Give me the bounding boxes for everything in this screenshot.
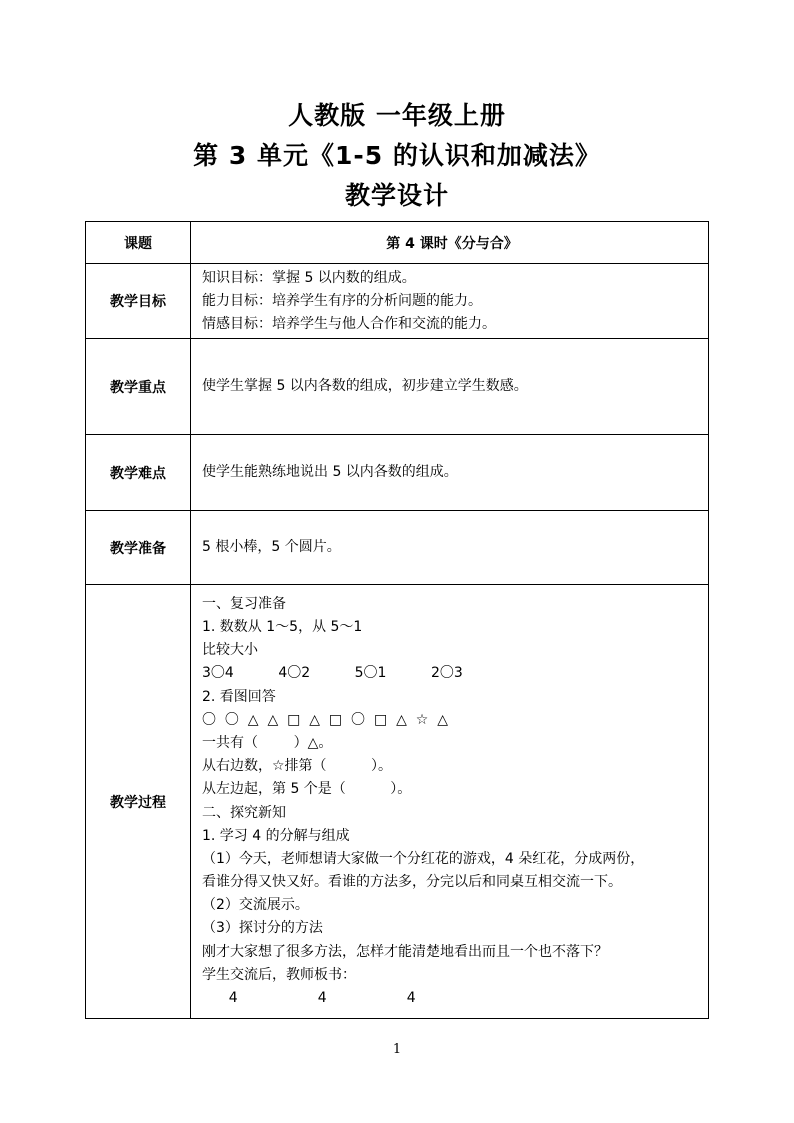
row-label-topic: 课题: [86, 222, 191, 264]
process-line: （1）今天，老师想请大家做一个分红花的游戏，4 朵红花，分成两份，: [202, 850, 645, 867]
process-content: [191, 585, 709, 1019]
table-row-process: [86, 585, 709, 1019]
title-line-3: 教学设计: [344, 181, 449, 210]
lesson-plan-table: [85, 221, 709, 1019]
process-line: 一共有（ ）△。: [202, 734, 333, 751]
table-row-difficulties: [86, 435, 709, 511]
board-numbers-line: 4 4 4: [202, 990, 416, 1006]
topic-value: 第 4 课时《分与合》: [191, 222, 709, 264]
page-number: 1: [392, 1042, 402, 1057]
process-line: 1. 数数从 1～5，从 5～1: [202, 619, 363, 635]
process-line: 刚才大家想了很多方法，怎样才能清楚地看出而且一个也不落下？: [202, 943, 608, 960]
compare-sizes-line: 3〇4 4〇2 5〇1 2〇3: [202, 665, 463, 682]
key-points-text: 使学生掌握 5 以内各数的组成，初步建立学生数感。: [202, 378, 528, 394]
process-line: 学生交流后，教师板书：: [202, 966, 356, 983]
difficulties-content: [191, 435, 709, 511]
process-line: 2. 看图回答: [202, 688, 276, 705]
goals-content: [191, 264, 709, 339]
title-line-1: 人教版 一年级上册: [288, 101, 506, 130]
process-line: 二、探究新知: [202, 804, 286, 821]
process-line: 比较大小: [202, 642, 258, 659]
goal-knowledge: 知识目标：掌握 5 以内数的组成。: [202, 269, 416, 286]
preparation-text: 5 根小棒，5 个圆片。: [202, 539, 341, 555]
preparation-content: [191, 511, 709, 585]
process-line: 从右边数，☆排第（ ）。: [202, 758, 393, 775]
document-title: [0, 96, 794, 216]
process-line: 1. 学习 4 的分解与组成: [202, 827, 350, 844]
goal-ability: 能力目标：培养学生有序的分析问题的能力。: [202, 292, 482, 309]
row-label-preparation: 教学准备: [86, 511, 191, 585]
process-line: （2）交流展示。: [202, 897, 309, 914]
process-line: 一、复习准备: [202, 595, 286, 612]
table-row-key-points: [86, 339, 709, 435]
process-line: 看谁分得又快又好。看谁的方法多，分完以后和同桌互相交流一下。: [202, 874, 622, 891]
table-row-preparation: [86, 511, 709, 585]
row-label-process: 教学过程: [86, 585, 191, 1019]
table-row-goals: [86, 264, 709, 339]
title-line-2: 第 3 单元《1-5 的认识和加减法》: [193, 141, 601, 170]
process-line: 从左边起，第 5 个是（ ）。: [202, 781, 412, 798]
table-row-topic: [86, 222, 709, 264]
row-label-goals: 教学目标: [86, 264, 191, 339]
goal-emotion: 情感目标：培养学生与他人合作和交流的能力。: [202, 315, 496, 332]
row-label-difficulties: 教学难点: [86, 435, 191, 511]
process-line: （3）探讨分的方法: [202, 920, 323, 937]
key-points-content: [191, 339, 709, 435]
shapes-sequence: 〇 〇 △ △ □ △ □ 〇 □ △ ☆ △: [202, 711, 448, 728]
row-label-key-points: 教学重点: [86, 339, 191, 435]
difficulties-text: 使学生能熟练地说出 5 以内各数的组成。: [202, 464, 458, 480]
